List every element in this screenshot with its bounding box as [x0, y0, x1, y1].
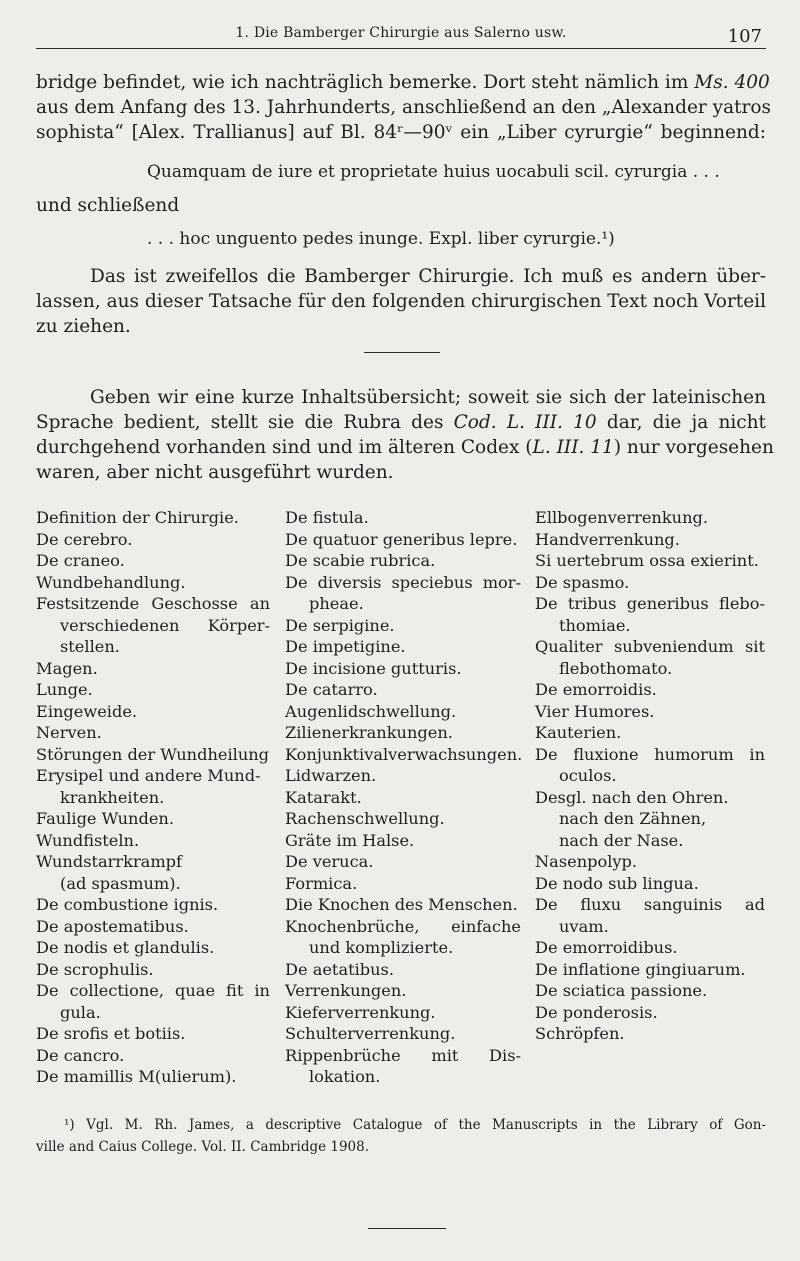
contents-entry: De emorroidibus. [535, 938, 678, 957]
contents-entry: Katarakt. [285, 787, 362, 807]
contents-entry: Festsitzende Geschosse an [36, 594, 270, 613]
paragraph-line: Das ist zweifellos die Bamberger Chirurgie. Ich muß es andern über- [90, 266, 766, 287]
paragraph-overview [36, 385, 774, 485]
contents-entry: (ad spasmum). [60, 873, 181, 893]
contents-entry: und komplizierte. [309, 938, 454, 957]
contents-entry: Definition der Chirurgie. [36, 508, 239, 527]
manuscript-reference: Ms. 400 [694, 72, 770, 93]
contents-entry: Desgl. nach den Ohren. [535, 787, 729, 807]
contents-entry: De serpigine. [285, 615, 395, 635]
paragraph-line: waren, aber nicht ausgeführt wurden. [36, 462, 394, 483]
contents-entry: gula. [60, 1002, 101, 1022]
contents-entry: De apostematibus. [36, 916, 189, 936]
paragraph-line: zu ziehen. [36, 316, 131, 337]
contents-entry: De cancro. [36, 1045, 125, 1065]
contents-entry: Nasenpolyp. [535, 852, 638, 871]
contents-entry: Faulige Wunden. [36, 809, 174, 828]
contents-entry: De inflatione gingiuarum. [535, 959, 746, 979]
contents-entry: Formica. [285, 873, 358, 893]
contents-entry: De fluxione humorum in [535, 744, 765, 764]
contents-entry: Wundstarrkrampf [36, 852, 183, 871]
contents-entry: lokation. [309, 1067, 381, 1086]
contents-entry: De ponderosis. [535, 1002, 658, 1022]
contents-entry: stellen. [60, 637, 120, 656]
contents-entry: De fistula. [285, 508, 369, 527]
contents-entry: krankheiten. [60, 787, 165, 807]
contents-entry: Erysipel und andere Mund- [36, 766, 261, 785]
contents-entry: pheae. [309, 594, 364, 613]
contents-entry: Rachenschwellung. [285, 809, 445, 828]
contents-entry: De incisione gutturis. [285, 658, 462, 678]
contents-entry: Vier Humores. [535, 701, 655, 721]
contents-entry: De fluxu sanguinis ad [535, 895, 765, 914]
contents-entry: Kieferverrenkung. [285, 1002, 436, 1022]
contents-entry: verschiedenen Körper- [60, 615, 270, 635]
contents-entry: Schulterverrenkung. [285, 1024, 456, 1043]
footnote [36, 1114, 766, 1158]
contents-entry: De catarro. [285, 680, 378, 699]
contents-entry: Wundbehandlung. [36, 572, 186, 592]
contents-entry: Verrenkungen. [285, 981, 407, 1000]
contents-entry: Nerven. [36, 723, 102, 742]
paragraph-line: Geben wir eine kurze Inhaltsübersicht; soweit sie sich der lateinischen [90, 387, 766, 408]
incipit-quote: Quamquam de iure et proprietate huius uocabuli scil. cyrurgia . . . [147, 162, 720, 182]
contents-entry: Knochenbrüche, einfache [285, 916, 521, 936]
contents-entry: De srofis et botiis. [36, 1024, 186, 1043]
contents-entry: De quatuor generibus lepre. [285, 529, 518, 549]
contents-entry: De collectione, quae fit in [36, 981, 270, 1000]
contents-entry: Wundfisteln. [36, 830, 140, 850]
footnote-line: ville and Caius College. Vol. II. Cambridge 1908. [36, 1139, 370, 1155]
contents-entry: Gräte im Halse. [285, 830, 415, 850]
contents-column-1 [36, 507, 270, 1088]
contents-entry: uvam. [559, 916, 609, 936]
contents-entry: Rippenbrüche mit Dis- [285, 1045, 521, 1065]
contents-entry: Störungen der Wundheilung [36, 744, 270, 764]
paragraph-line: durchgehend vorhanden sind und im älteren Codex (L. III. 11) nur vorgesehen [36, 437, 774, 458]
section-divider [364, 352, 440, 353]
contents-entry: De nodo sub lingua. [535, 873, 699, 893]
contents-entry: De nodis et glandulis. [36, 938, 215, 957]
page-end-rule [368, 1228, 446, 1229]
contents-entry: Magen. [36, 658, 98, 678]
contents-entry: De tribus generibus flebo- [535, 594, 765, 613]
contents-entry: De emorroidis. [535, 680, 657, 699]
explicit-quote: . . . hoc unguento pedes inunge. Expl. liber cyrurgie.¹) [147, 229, 615, 249]
running-title: 1. Die Bamberger Chirurgie aus Salerno usw. [235, 25, 567, 41]
contents-entry: Si uertebrum ossa exierint. [535, 551, 759, 570]
paragraph-conclusion [36, 264, 766, 339]
contents-entry: Konjunktivalverwachsungen. [285, 744, 523, 764]
transition-text: und schließend [36, 195, 180, 216]
footnote-line: ¹) Vgl. M. Rh. James, a descriptive Catalogue of the Manuscripts in the Library of Gon- [64, 1117, 766, 1133]
paragraph-manuscript [36, 70, 772, 145]
contents-entry: Handverrenkung. [535, 529, 680, 549]
paragraph-line: bridge befindet, wie ich nachträglich bemerke. Dort steht nämlich im Ms. 400 [36, 72, 770, 93]
paragraph-line: lassen, aus dieser Tatsache für den folgenden chirurgischen Text noch Vorteil [36, 291, 766, 312]
contents-entry: Lidwarzen. [285, 766, 377, 785]
contents-entry: Ellbogenverrenkung. [535, 508, 709, 527]
contents-entry: Lunge. [36, 680, 93, 699]
contents-entry: thomiae. [559, 615, 631, 635]
contents-column-3 [535, 507, 765, 1045]
contents-entry: De scabie rubrica. [285, 551, 436, 570]
codex-reference: Cod. L. III. 10 [453, 412, 597, 433]
contents-entry: De mamillis M(ulierum). [36, 1067, 237, 1086]
contents-entry: De sciatica passione. [535, 981, 708, 1000]
paragraph-line: sophista“ [Alex. Trallianus] auf Bl. 84ʳ—90ᵛ ein „Liber cyrurgie“ beginnend: [36, 122, 766, 143]
codex-reference: L. III. 11 [532, 437, 614, 458]
contents-entry: Zilienerkrankungen. [285, 723, 453, 742]
contents-entry: De combustione ignis. [36, 895, 219, 914]
contents-entry: Kauterien. [535, 723, 622, 742]
running-header [36, 22, 766, 49]
contents-entry: nach den Zähnen, [559, 809, 707, 828]
contents-entry: De craneo. [36, 551, 125, 570]
contents-entry: De scrophulis. [36, 959, 154, 979]
contents-entry: Eingeweide. [36, 701, 138, 721]
paragraph-line: aus dem Anfang des 13. Jahrhunderts, anschließend an den „Alexander yatros [36, 97, 772, 118]
contents-entry: De veruca. [285, 852, 374, 871]
contents-entry: flebothomato. [559, 658, 673, 678]
contents-entry: nach der Nase. [559, 830, 684, 850]
contents-entry: Schröpfen. [535, 1024, 625, 1043]
contents-entry: Qualiter subveniendum sit [535, 637, 765, 656]
contents-entry: De cerebro. [36, 529, 133, 549]
contents-entry: De impetigine. [285, 637, 406, 656]
contents-entry: De aetatibus. [285, 959, 395, 979]
contents-entry: De diversis speciebus mor- [285, 572, 521, 592]
contents-entry: Augenlidschwellung. [285, 701, 457, 721]
contents-entry: oculos. [559, 766, 617, 785]
paragraph-line: Sprache bedient, stellt sie die Rubra des Cod. L. III. 10 dar, die ja nicht [36, 412, 766, 433]
contents-column-2 [285, 507, 521, 1088]
contents-entry: Die Knochen des Menschen. [285, 895, 518, 914]
page-number: 107 [727, 26, 762, 47]
contents-entry: De spasmo. [535, 572, 630, 592]
